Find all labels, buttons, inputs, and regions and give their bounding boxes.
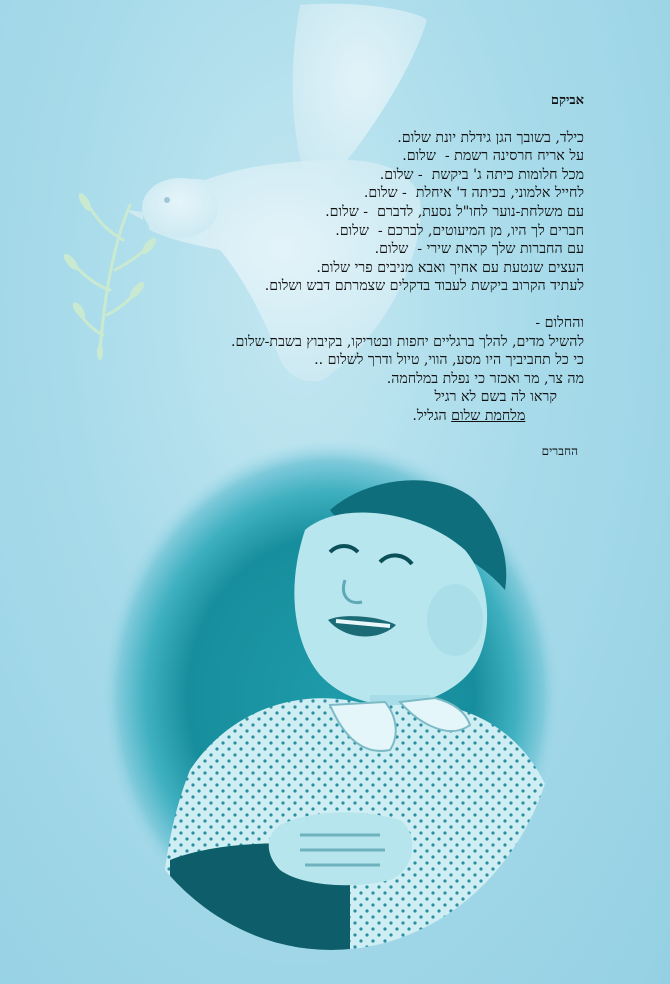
poem-line: כי כל תחביביך היו מסע, הווי, טיול ודרך לשלום .. xyxy=(314,352,584,369)
stanza-divider xyxy=(64,296,584,314)
stanza-2 xyxy=(64,314,584,426)
poem-line: לעתיד הקרוב ביקשת לעבוד בדקלים שצמרתם דבש ושלום. xyxy=(264,278,584,295)
poem-line: לחייל אלמוני, בכיתה ד' איחלת - שלום. xyxy=(363,185,584,202)
poem-line: קראו לה בשם לא רגיל xyxy=(434,389,584,406)
child-photo xyxy=(100,440,562,952)
poem-line: מכל חלומות כיתה ג' ביקשת - שלום. xyxy=(379,166,584,183)
underlined-phrase: מלחמת שלום xyxy=(451,407,526,424)
poem-line: והחלום - xyxy=(535,314,584,331)
poem-last-line xyxy=(64,407,584,426)
stanza-1 xyxy=(64,129,584,296)
poem-line: חברים לך היו, מן המיעוטים, לברכם - שלום. xyxy=(335,222,584,239)
poem-line: על אריח חרסינה רשמת - שלום. xyxy=(402,148,584,165)
poem-line: להשיל מדים, להלך ברגליים יחפות ובטריקו, בקיבוץ בשבת-שלום. xyxy=(230,333,584,350)
signature: החברים xyxy=(541,443,578,458)
poem-line: מה צר, מר ואכזר כי נפלת במלחמה. xyxy=(386,370,584,387)
poem-line: עם משלחת-נוער לחו"ל נסעת, לדברם - שלום. xyxy=(325,203,584,220)
poem-line: עם החברות שלך קראת שירי - שלום. xyxy=(374,241,584,258)
poem xyxy=(64,92,584,460)
poem-title: אביקם xyxy=(550,93,584,108)
indent xyxy=(525,408,584,424)
poem-line: העצים שנטעת עם אחיך ואבא מניבים פרי שלום. xyxy=(316,259,584,276)
line-ending: הגליל. xyxy=(412,407,452,424)
poem-line: כילד, בשובך הגן גידלת יונת שלום. xyxy=(397,129,584,146)
